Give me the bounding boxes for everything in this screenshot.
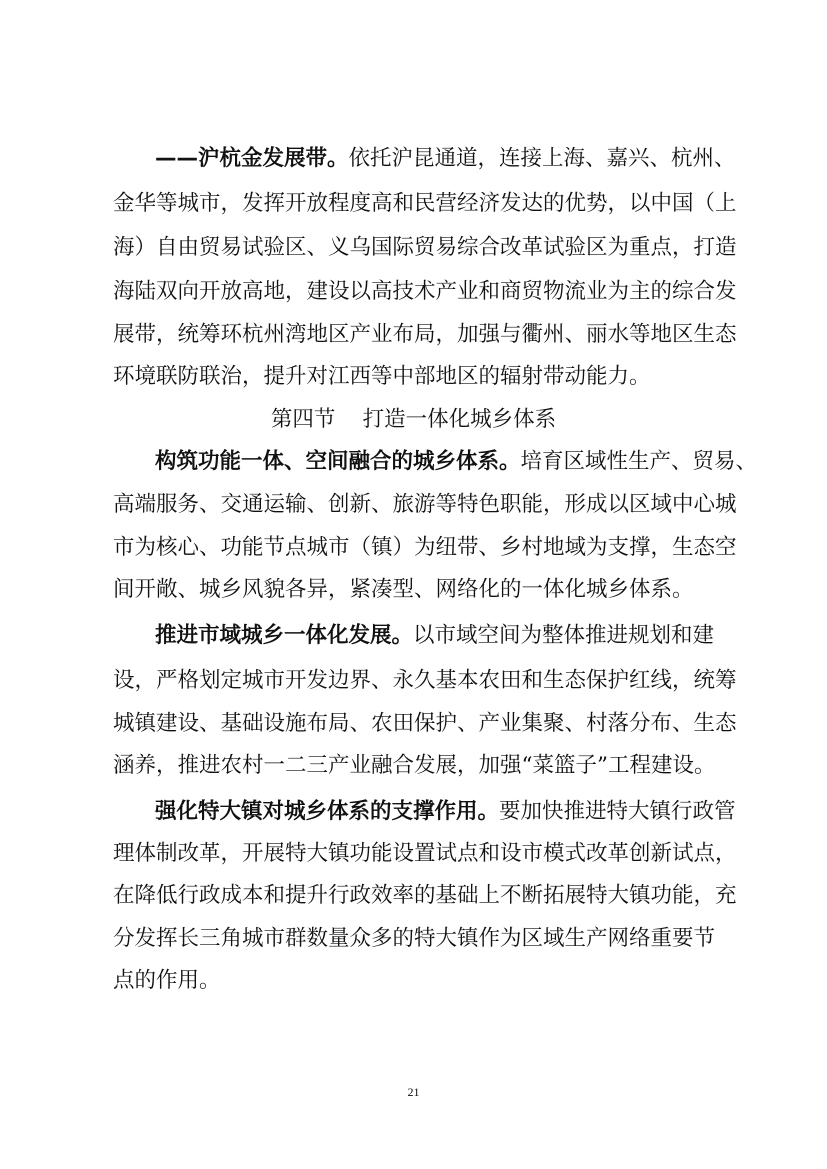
paragraph-3-line-3: 城镇建设、基础设施布局、农田保护、产业集聚、村落分布、生态 — [113, 711, 737, 736]
paragraph-1-line-2: 金华等城市，发挥开放程度高和民营经济发达的优势，以中国（上 — [113, 191, 737, 216]
paragraph-4-line-1: 强化特大镇对城乡体系的支撑作用。要加快推进特大镇行政管 — [155, 799, 736, 824]
paragraph-4-line-3: 在降低行政成本和提升行政效率的基础上不断拓展特大镇功能，充 — [113, 883, 737, 908]
paragraph-1-line-4: 海陆双向开放高地，建设以高技术产业和商贸物流业为主的综合发 — [113, 279, 737, 304]
paragraph-2-line-1: 构筑功能一体、空间融合的城乡体系。培育区域性生产、贸易、 — [155, 449, 758, 474]
page-number: 21 — [407, 1085, 420, 1099]
paragraph-2-line-2: 高端服务、交通运输、创新、旅游等特色职能，形成以区域中心城 — [113, 492, 737, 517]
paragraph-4-line-2: 理体制改革，开展特大镇功能设置试点和设市模式改革创新试点， — [113, 841, 737, 866]
paragraph-1-line-6: 环境联防联治，提升对江西等中部地区的辐射带动能力。 — [113, 364, 651, 389]
paragraph-1-line-3: 海）自由贸易试验区、义乌国际贸易综合改革试验区为重点，打造 — [113, 235, 737, 260]
paragraph-1-lead: ——沪杭金发展带。 — [155, 146, 349, 171]
paragraph-4-lead: 强化特大镇对城乡体系的支撑作用。 — [155, 799, 500, 824]
paragraph-3-lead: 推进市域城乡一体化发展。 — [155, 623, 414, 648]
paragraph-3-line-2: 设，严格划定城市开发边界、永久基本农田和生态保护红线，统筹 — [113, 668, 737, 693]
paragraph-2-lead: 构筑功能一体、空间融合的城乡体系。 — [155, 449, 521, 474]
paragraph-2-line-3: 市为核心、功能节点城市（镇）为纽带、乡村地域为支撑，生态空 — [113, 535, 737, 560]
paragraph-3-line-1: 推进市域城乡一体化发展。以市域空间为整体推进规划和建 — [155, 623, 715, 648]
section-heading: 第四节 打造一体化城乡体系 — [270, 407, 557, 432]
paragraph-1-line-1: ——沪杭金发展带。依托沪昆通道，连接上海、嘉兴、杭州、 — [155, 146, 736, 171]
paragraph-4-line-5: 点的作用。 — [113, 968, 221, 993]
paragraph-2-line-4: 间开敞、城乡风貌各异，紧凑型、网络化的一体化城乡体系。 — [113, 577, 694, 602]
paragraph-3-line-4: 涵养，推进农村一二三产业融合发展，加强“菜篮子”工程建设。 — [113, 753, 716, 778]
paragraph-1-line-5: 展带，统筹环杭州湾地区产业布局，加强与衢州、丽水等地区生态 — [113, 322, 737, 347]
paragraph-4-line-4: 分发挥长三角城市群数量众多的特大镇作为区域生产网络重要节 — [113, 926, 716, 951]
